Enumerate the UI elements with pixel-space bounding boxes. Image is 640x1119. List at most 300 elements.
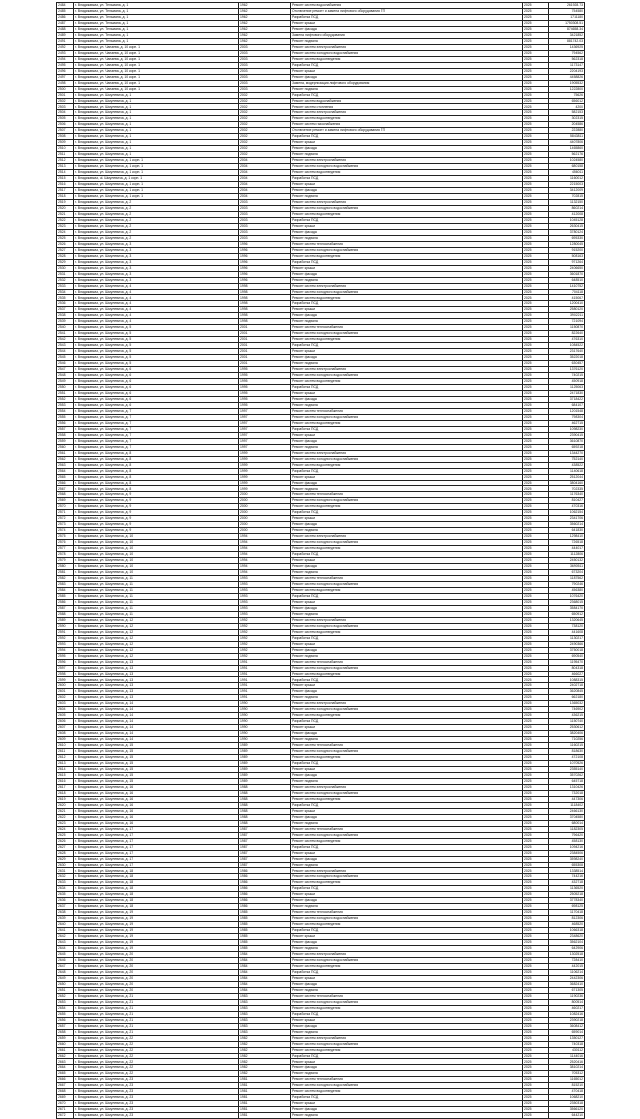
work-type-cell: Ремонт систем холодного водоснабжения — [291, 1083, 523, 1089]
row-id-cell: 2518 — [57, 194, 74, 200]
address-cell: г. Владикавказ, ул. Шмулевича, д. 23 — [74, 1077, 239, 1083]
cost-cell: 673204 — [549, 570, 585, 576]
year-cell: 1988 — [239, 784, 291, 790]
address-cell: г. Владикавказ, ул. Шмулевича, д. 16 — [74, 808, 239, 814]
year-cell: 1962 — [239, 3, 291, 9]
work-type-cell: Ремонт подвала — [291, 946, 523, 952]
row-id-cell: 2665 — [57, 1071, 74, 1077]
address-cell: г. Владикавказ, ул. Шмулевича, д. 14 — [74, 719, 239, 725]
plan-year-cell: 2025 — [523, 498, 549, 504]
row-id-cell: 2602 — [57, 695, 74, 701]
row-id-cell: 2510 — [57, 146, 74, 152]
plan-year-cell: 2025 — [523, 826, 549, 832]
address-cell: г. Владикавказ, ул. Шмулевича, д. 6 — [74, 390, 239, 396]
plan-year-cell: 2025 — [523, 44, 549, 50]
work-type-cell: Ремонт систем электроснабжения — [291, 283, 523, 289]
plan-year-cell: 2025 — [523, 140, 549, 146]
row-id-cell: 2606 — [57, 719, 74, 725]
cost-cell: 3682410 — [549, 981, 585, 987]
address-cell: г. Владикавказ, ул. Шмулевича, д. 17 — [74, 832, 239, 838]
cost-cell: 710256 — [549, 737, 585, 743]
row-id-cell: 2549 — [57, 379, 74, 385]
row-id-cell: 2621 — [57, 808, 74, 814]
table-body — [57, 3, 585, 1119]
work-type-cell: Ремонт систем холодного водоснабжения — [291, 916, 523, 922]
work-type-cell: Ремонт подвала — [291, 361, 523, 367]
work-type-cell: Разработка ПСД — [291, 802, 523, 808]
plan-year-cell: 2025 — [523, 886, 549, 892]
plan-year-cell: 2025 — [523, 528, 549, 534]
address-cell: г. Владикавказ, ул. Шмулевича, д. 23 — [74, 1083, 239, 1089]
year-cell: 2002 — [239, 134, 291, 140]
row-id-cell: 2516 — [57, 182, 74, 188]
plan-year-cell: 2025 — [523, 122, 549, 128]
row-id-cell: 2537 — [57, 307, 74, 313]
year-cell: 2002 — [239, 110, 291, 116]
plan-year-cell: 2025 — [523, 981, 549, 987]
address-cell: г. Владикавказ, ул. Шмулевича, д. 22 — [74, 1047, 239, 1053]
year-cell: 2002 — [239, 146, 291, 152]
address-cell: г. Владикавказ, ул. Шмулевича, д. 9 — [74, 510, 239, 516]
cost-cell: 2355140 — [549, 767, 585, 773]
year-cell: 1988 — [239, 796, 291, 802]
work-type-cell: Разработка ПСД — [291, 14, 523, 20]
address-cell: г. Владикавказ, ул. Шмулевича, д. 8 — [74, 486, 239, 492]
year-cell: 1986 — [239, 886, 291, 892]
row-id-cell: 2656 — [57, 1017, 74, 1023]
row-id-cell: 2551 — [57, 390, 74, 396]
plan-year-cell: 2025 — [523, 1071, 549, 1077]
work-type-cell: Ремонт систем холодного водоснабжения — [291, 331, 523, 337]
plan-year-cell: 2025 — [523, 593, 549, 599]
plan-year-cell: 2025 — [523, 796, 549, 802]
plan-year-cell: 2025 — [523, 8, 549, 14]
work-type-cell: Ремонт крыши — [291, 934, 523, 940]
work-type-cell: Ремонт подвала — [291, 38, 523, 44]
address-cell: г. Владикавказ, ул. Шмулевича, д. 9 — [74, 504, 239, 510]
plan-year-cell: 2025 — [523, 456, 549, 462]
work-type-cell: Ремонт фасада — [291, 772, 523, 778]
address-cell: г. Владикавказ, ул. Шмулевича, д. 4 — [74, 295, 239, 301]
cost-cell: 1173147 — [549, 62, 585, 68]
plan-year-cell: 2025 — [523, 480, 549, 486]
plan-year-cell: 2025 — [523, 755, 549, 761]
plan-year-cell: 2025 — [523, 510, 549, 516]
year-cell: 1962 — [239, 26, 291, 32]
row-id-cell: 2635 — [57, 892, 74, 898]
work-type-cell: Замена, модернизация лифтового оборудования — [291, 80, 523, 86]
address-cell: г. Владикавказ, ул. Шмулевича, д. 9 — [74, 492, 239, 498]
plan-year-cell: 2025 — [523, 611, 549, 617]
cost-cell: 1350127 — [549, 1035, 585, 1041]
work-type-cell: Ремонт крыши — [291, 850, 523, 856]
plan-year-cell: 2025 — [523, 671, 549, 677]
work-type-cell: Ремонт фасада — [291, 898, 523, 904]
address-cell: г. Владикавказ, ул. Шмулевича, д. 23 — [74, 1101, 239, 1107]
plan-year-cell: 2025 — [523, 26, 549, 32]
year-cell: 1984 — [239, 975, 291, 981]
plan-year-cell: 2025 — [523, 444, 549, 450]
work-type-cell: Ремонт систем отопления — [291, 104, 523, 110]
cost-cell: 804318 — [549, 665, 585, 671]
address-cell: г. Владикавказ, ул. Шмулевича, д. 12 — [74, 647, 239, 653]
year-cell: 1999 — [239, 456, 291, 462]
cost-cell: 415067 — [549, 295, 585, 301]
cost-cell: 1165012 — [549, 1077, 585, 1083]
row-id-cell: 2586 — [57, 599, 74, 605]
work-type-cell: Ремонт подвала — [291, 194, 523, 200]
address-cell: г. Владикавказ, ул. Шмулевича, д. 6 — [74, 379, 239, 385]
row-id-cell: 2638 — [57, 910, 74, 916]
row-id-cell: 2534 — [57, 289, 74, 295]
year-cell: 1995 — [239, 385, 291, 391]
cost-cell: 1144016 — [549, 1053, 585, 1059]
cost-cell: 650912 — [549, 611, 585, 617]
work-type-cell: Разработка ПСД — [291, 677, 523, 683]
plan-year-cell: 2025 — [523, 188, 549, 194]
cost-cell: 3562104 — [549, 940, 585, 946]
address-cell: г. Владикавказ, ул. Шмулевича, д. 10 — [74, 570, 239, 576]
work-type-cell: Разработка ПСД — [291, 385, 523, 391]
row-id-cell: 2545 — [57, 355, 74, 361]
plan-year-cell: 2025 — [523, 1023, 549, 1029]
year-cell: 2000 — [239, 522, 291, 528]
year-cell: 1998 — [239, 301, 291, 307]
year-cell: 1994 — [239, 540, 291, 546]
plan-year-cell: 2025 — [523, 211, 549, 217]
work-type-cell: Ремонт систем холодного водоснабжения — [291, 790, 523, 796]
cost-cell: 3804160 — [549, 480, 585, 486]
plan-year-cell: 2025 — [523, 379, 549, 385]
plan-year-cell: 2025 — [523, 1089, 549, 1095]
work-type-cell: Ремонт систем электроснабжения — [291, 534, 523, 540]
cost-cell: 726518 — [549, 540, 585, 546]
work-type-cell: Разработка ПСД — [291, 593, 523, 599]
row-id-cell: 2666 — [57, 1077, 74, 1083]
plan-year-cell: 2025 — [523, 975, 549, 981]
year-cell: 1994 — [239, 558, 291, 564]
plan-year-cell: 2025 — [523, 653, 549, 659]
row-id-cell: 2529 — [57, 259, 74, 265]
address-cell: г. Владикавказ, ул. Шмулевича, д. 17 — [74, 838, 239, 844]
plan-year-cell: 2025 — [523, 468, 549, 474]
address-cell: г. Владикавказ, ул. Шмулевича, д. 7 — [74, 426, 239, 432]
year-cell: 2004 — [239, 158, 291, 164]
row-id-cell: 2600 — [57, 683, 74, 689]
year-cell: 2004 — [239, 188, 291, 194]
cost-cell: 75626 — [549, 92, 585, 98]
row-id-cell: 2631 — [57, 868, 74, 874]
cost-cell: 1024580 — [549, 158, 585, 164]
address-cell: г. Владикавказ, ул. Шмулевича, д. 1 корп. 1 — [74, 182, 239, 188]
cost-cell: 447306 — [549, 796, 585, 802]
work-type-cell: Ремонт крыши — [291, 1101, 523, 1107]
work-type-cell: Ремонт крыши — [291, 390, 523, 396]
row-id-cell: 2584 — [57, 587, 74, 593]
year-cell: 1995 — [239, 390, 291, 396]
work-type-cell: Ремонт фасада — [291, 438, 523, 444]
row-id-cell: 2652 — [57, 993, 74, 999]
year-cell: 1981 — [239, 1113, 291, 1119]
cost-cell: 1094216 — [549, 844, 585, 850]
work-type-cell: Ремонт систем водоотведения — [291, 963, 523, 969]
cost-cell: 704118 — [549, 289, 585, 295]
address-cell: г. Владикавказ, ул. Шмулевича, д. 8 — [74, 462, 239, 468]
year-cell: 2003 — [239, 86, 291, 92]
year-cell: 1989 — [239, 772, 291, 778]
address-cell: г. Владикавказ, ул. Шмулевича, д. 16 — [74, 802, 239, 808]
work-type-cell: Ремонт систем водоотведения — [291, 462, 523, 468]
year-cell: 2004 — [239, 194, 291, 200]
year-cell: 2003 — [239, 74, 291, 80]
year-cell: 1994 — [239, 570, 291, 576]
row-id-cell: 2497 — [57, 74, 74, 80]
year-cell: 2001 — [239, 355, 291, 361]
cost-cell: 645718 — [549, 778, 585, 784]
address-cell: г. Владикавказ, ул. Шмулевича, д. 7 — [74, 432, 239, 438]
year-cell: 1997 — [239, 426, 291, 432]
year-cell: 1991 — [239, 683, 291, 689]
year-cell: 1993 — [239, 587, 291, 593]
row-id-cell: 2572 — [57, 516, 74, 522]
year-cell: 1999 — [239, 462, 291, 468]
cost-cell: 680158 — [549, 164, 585, 170]
plan-year-cell: 2025 — [523, 152, 549, 158]
row-id-cell: 2655 — [57, 1011, 74, 1017]
plan-year-cell: 2025 — [523, 725, 549, 731]
plan-year-cell: 2025 — [523, 259, 549, 265]
plan-year-cell: 2025 — [523, 331, 549, 337]
address-cell: г. Владикавказ, ул. Шмулевича, д. 21 — [74, 1005, 239, 1011]
year-cell: 2002 — [239, 140, 291, 146]
row-id-cell: 2521 — [57, 211, 74, 217]
address-cell: г. Владикавказ, ул. Шмулевича, д. 15 — [74, 749, 239, 755]
cost-cell: 746902 — [549, 707, 585, 713]
year-cell: 1988 — [239, 802, 291, 808]
row-id-cell: 2542 — [57, 337, 74, 343]
address-cell: г. Владикавказ, ул. Шмулевича, д. 6 — [74, 367, 239, 373]
year-cell: 1982 — [239, 1047, 291, 1053]
year-cell: 2001 — [239, 361, 291, 367]
plan-year-cell: 2025 — [523, 253, 549, 259]
address-cell: г. Владикавказ, ул. Шмулевича, д. 12 — [74, 635, 239, 641]
cost-cell: 1376120 — [549, 367, 585, 373]
year-cell: 2004 — [239, 170, 291, 176]
work-type-cell: Разработка ПСД — [291, 343, 523, 349]
plan-year-cell: 2025 — [523, 1005, 549, 1011]
plan-year-cell: 2025 — [523, 3, 549, 9]
year-cell: 1982 — [239, 1059, 291, 1065]
plan-year-cell: 2025 — [523, 474, 549, 480]
plan-year-cell: 2025 — [523, 934, 549, 940]
cost-cell: 3566120 — [549, 1107, 585, 1113]
year-cell: 1985 — [239, 940, 291, 946]
address-cell: г. Владикавказ, ул. Шмулевича, д. 2 — [74, 223, 239, 229]
address-cell: г. Владикавказ, ул. Шмулевича, д. 17 — [74, 862, 239, 868]
plan-year-cell: 2025 — [523, 319, 549, 325]
plan-year-cell: 2025 — [523, 713, 549, 719]
cost-cell: 476310 — [549, 337, 585, 343]
work-type-cell: Ремонт крыши — [291, 349, 523, 355]
year-cell: 1990 — [239, 701, 291, 707]
row-id-cell: 2604 — [57, 707, 74, 713]
work-type-cell: Ремонт подвала — [291, 486, 523, 492]
row-id-cell: 2633 — [57, 880, 74, 886]
row-id-cell: 2576 — [57, 540, 74, 546]
cost-cell: 460217 — [549, 1005, 585, 1011]
work-type-cell: Разработка ПСД — [291, 62, 523, 68]
address-cell: г. Владикавказ, ул. Шмулевича, д. 17 — [74, 826, 239, 832]
plan-year-cell: 2025 — [523, 874, 549, 880]
cost-cell: 261928.73 — [549, 3, 585, 9]
plan-year-cell: 2025 — [523, 683, 549, 689]
year-cell: 2003 — [239, 199, 291, 205]
year-cell: 1986 — [239, 904, 291, 910]
row-id-cell: 2519 — [57, 199, 74, 205]
work-type-cell: Ремонт систем электроснабжения — [291, 367, 523, 373]
plan-year-cell: 2025 — [523, 958, 549, 964]
cost-cell: 655308 — [549, 862, 585, 868]
address-cell: г. Владикавказ, ул. Чапаева, д. 10 корп. 1 — [74, 50, 239, 56]
year-cell: 1989 — [239, 778, 291, 784]
row-id-cell: 2668 — [57, 1089, 74, 1095]
cost-cell: 1084522 — [549, 343, 585, 349]
cost-cell: 1066318 — [549, 928, 585, 934]
cost-cell: 641830 — [549, 528, 585, 534]
row-id-cell: 2484 — [57, 3, 74, 9]
cost-cell: 436215 — [549, 713, 585, 719]
cost-cell: 1132150 — [549, 199, 585, 205]
cost-cell: 728410 — [549, 958, 585, 964]
row-id-cell: 2527 — [57, 247, 74, 253]
plan-year-cell: 2025 — [523, 283, 549, 289]
row-id-cell: 2540 — [57, 325, 74, 331]
row-id-cell: 2502 — [57, 98, 74, 104]
row-id-cell: 2496 — [57, 68, 74, 74]
work-type-cell: Ремонт систем холодного водоснабжения — [291, 581, 523, 587]
address-cell: г. Владикавказ, ул. Тельмана, д. 1 — [74, 3, 239, 9]
row-id-cell: 2513 — [57, 164, 74, 170]
work-type-cell: Ремонт систем водоотведения — [291, 546, 523, 552]
plan-year-cell: 2025 — [523, 856, 549, 862]
row-id-cell: 2603 — [57, 701, 74, 707]
year-cell: 1987 — [239, 826, 291, 832]
cost-cell: 702815 — [549, 194, 585, 200]
address-cell: г. Владикавказ, ул. Шмулевича, д. 19 — [74, 934, 239, 940]
work-type-cell: Ремонт подвала — [291, 987, 523, 993]
address-cell: г. Владикавказ, ул. Шмулевича, д. 9 — [74, 498, 239, 504]
cost-cell: 874658.34 — [549, 26, 585, 32]
row-id-cell: 2520 — [57, 205, 74, 211]
work-type-cell: Ремонт подвала — [291, 1071, 523, 1077]
row-id-cell: 2488 — [57, 26, 74, 32]
plan-year-cell: 2025 — [523, 928, 549, 934]
address-cell: г. Владикавказ, ул. Шмулевича, д. 23 — [74, 1089, 239, 1095]
cost-cell: 462715 — [549, 420, 585, 426]
work-type-cell: Разработка ПСД — [291, 635, 523, 641]
year-cell: 1996 — [239, 253, 291, 259]
year-cell: 2001 — [239, 331, 291, 337]
cost-cell: 3570262 — [549, 772, 585, 778]
work-type-cell: Ремонт систем теплоснабжения — [291, 576, 523, 582]
address-cell: г. Владикавказ, ул. Шмулевича, д. 11 — [74, 593, 239, 599]
cost-cell: 1187562 — [549, 576, 585, 582]
address-cell: г. Владикавказ, ул. Чапаева, д. 10 корп. 1 — [74, 86, 239, 92]
work-type-cell: Ремонт фасада — [291, 522, 523, 528]
year-cell: 1998 — [239, 319, 291, 325]
year-cell: 2003 — [239, 235, 291, 241]
year-cell: 1962 — [239, 38, 291, 44]
year-cell: 2003 — [239, 211, 291, 217]
address-cell: г. Владикавказ, ул. Тельмана, д. 1 — [74, 8, 239, 14]
address-cell: г. Владикавказ, ул. Шмулевича, д. 7 — [74, 420, 239, 426]
work-type-cell: Ремонт систем теплоснабжения — [291, 1077, 523, 1083]
cost-cell: 754580 — [549, 8, 585, 14]
work-type-cell: Ремонт фасада — [291, 1107, 523, 1113]
year-cell: 1985 — [239, 946, 291, 952]
year-cell: 1989 — [239, 755, 291, 761]
work-type-cell: Ремонт подвала — [291, 862, 523, 868]
plan-year-cell: 2025 — [523, 832, 549, 838]
cost-cell: 1280045 — [549, 241, 585, 247]
row-id-cell: 2634 — [57, 886, 74, 892]
address-cell: г. Владикавказ, ул. Шмулевича, д. 1 — [74, 134, 239, 140]
row-id-cell: 2608 — [57, 731, 74, 737]
address-cell: г. Владикавказ, ул. Шмулевича, д. 23 — [74, 1095, 239, 1101]
row-id-cell: 2575 — [57, 534, 74, 540]
row-id-cell: 2672 — [57, 1113, 74, 1119]
address-cell: г. Владикавказ, ул. Шмулевича, д. 22 — [74, 1059, 239, 1065]
row-id-cell: 2595 — [57, 653, 74, 659]
year-cell: 1991 — [239, 671, 291, 677]
plan-year-cell: 2025 — [523, 820, 549, 826]
row-id-cell: 2579 — [57, 558, 74, 564]
year-cell: 1985 — [239, 910, 291, 916]
plan-year-cell: 2025 — [523, 552, 549, 558]
plan-year-cell: 2025 — [523, 450, 549, 456]
row-id-cell: 2535 — [57, 295, 74, 301]
address-cell: г. Владикавказ, ул. Шмулевича, д. 12 — [74, 641, 239, 647]
address-cell: г. Владикавказ, ул. Тельмана, д. 1 — [74, 20, 239, 26]
plan-year-cell: 2025 — [523, 98, 549, 104]
work-type-cell: Ремонт крыши — [291, 558, 523, 564]
year-cell: 1987 — [239, 832, 291, 838]
cost-cell: 2317640 — [549, 349, 585, 355]
plan-year-cell: 2025 — [523, 838, 549, 844]
cost-cell: 1298410 — [549, 534, 585, 540]
address-cell: г. Владикавказ, ул. Шмулевича, д. 9 — [74, 528, 239, 534]
year-cell: 1981 — [239, 1077, 291, 1083]
cost-cell: 815210 — [549, 1083, 585, 1089]
address-cell: г. Владикавказ, ул. Шмулевича, д. 19 — [74, 910, 239, 916]
work-type-cell: Ремонт фасада — [291, 1065, 523, 1071]
cost-cell: 2505218 — [549, 892, 585, 898]
plan-year-cell: 2025 — [523, 784, 549, 790]
address-cell: г. Владикавказ, ул. Шмулевича, д. 19 — [74, 916, 239, 922]
address-cell: г. Владикавказ, ул. Шмулевича, д. 3 — [74, 247, 239, 253]
plan-year-cell: 2025 — [523, 235, 549, 241]
row-id-cell: 2491 — [57, 38, 74, 44]
row-id-cell: 2561 — [57, 450, 74, 456]
cost-cell: 822640 — [549, 331, 585, 337]
plan-year-cell: 2025 — [523, 1059, 549, 1065]
work-type-cell: Ремонт систем холодного водоснабжения — [291, 623, 523, 629]
work-type-cell: Ремонт подвала — [291, 402, 523, 408]
plan-year-cell: 2025 — [523, 617, 549, 623]
work-type-cell: Ремонт систем холодного водоснабжения — [291, 749, 523, 755]
plan-year-cell: 2025 — [523, 325, 549, 331]
row-id-cell: 2601 — [57, 689, 74, 695]
